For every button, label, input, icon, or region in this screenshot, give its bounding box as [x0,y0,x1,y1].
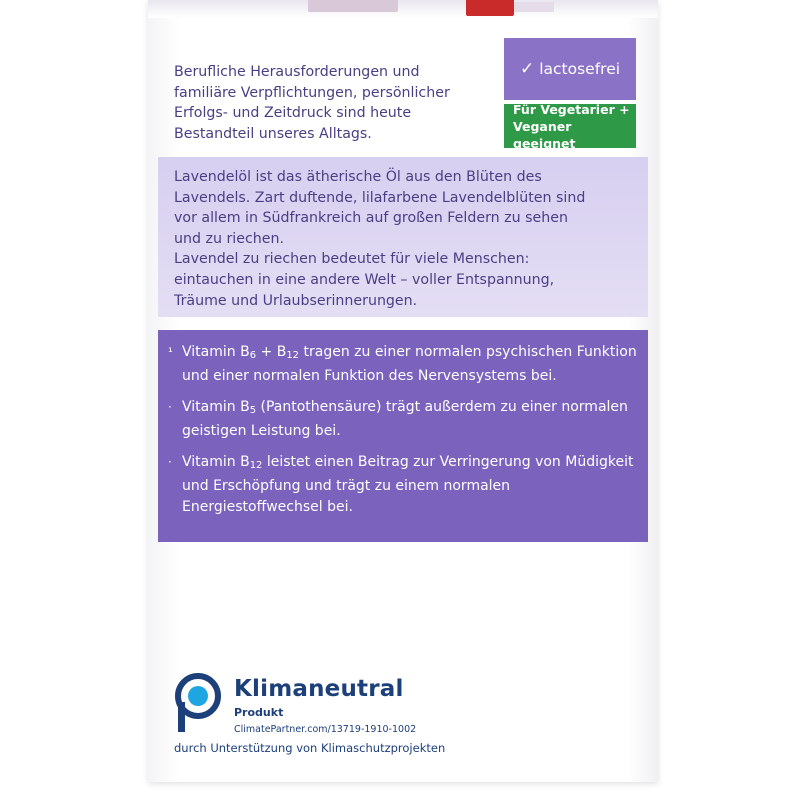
climate-partner-logo-icon [174,672,224,734]
top-edge-strip [148,0,658,18]
claim-subscript: 6 [249,350,257,361]
lavender-line: Lavendel zu riechen bedeutet für viele Menschen: [174,251,530,268]
intro-line: Berufliche Herausforderungen und [174,64,420,80]
top-print-mark [308,0,398,12]
footnote-marker: ¹ [168,345,173,359]
checkmark-icon: ✓ [519,59,535,79]
lavender-line: und zu riechen. [174,230,284,247]
claim-prefix: Vitamin B [182,344,250,360]
claim-prefix: Vitamin B [182,453,250,470]
climate-neutral-block [174,668,504,768]
claim-text [182,397,638,443]
claim-prefix: Vitamin B [182,398,250,415]
top-red-label [466,0,514,16]
lactosefree-badge [504,38,636,100]
claim-rest: leistet einen Beitrag zur Verringerung von Müdigkeit und Erschöpfung und trägt zu einem normalen Energiestoffwechsel bei. [182,453,634,516]
vegan-badge-line: Für Vegetarier + [513,101,630,117]
intro-line: familiäre Verpflichtungen, persönlicher [174,84,450,101]
climate-subtitle: Produkt [234,706,284,719]
intro-text [174,62,474,144]
climate-title: Klimaneutral [234,676,404,702]
vegan-badge [504,101,636,151]
claim-subscript: 12 [249,459,263,471]
top-print-mark-2 [514,2,554,12]
intro-line: Erfolgs- und Zeitdruck sind heute [174,105,412,121]
lavender-line: eintauchen in eine andere Welt – voller Entspannung, [174,271,555,288]
claim-item [168,342,638,388]
claim-text [182,452,638,519]
claim-text [182,342,638,388]
claim-item [168,397,638,443]
claim-rest: tragen zu einer normalen psychischen Funktion und einer normalen Funktion des Nervensystems bei. [182,344,637,385]
claim-rest: (Pantothensäure) trägt außerdem zu einer normalen geistigen Leistung bei. [182,398,628,440]
lavender-line: vor allem in Südfrankreich auf großen Feldern zu sehen [174,210,568,227]
bullet-marker: · [168,454,172,469]
lactosefree-label: lactosefrei [539,60,621,78]
climate-footer: durch Unterstützung von Klimaschutzprojekten [174,741,446,755]
claim-mid: + B [256,344,287,360]
climate-url: ClimatePartner.com/13719-1910-1002 [234,724,417,735]
claim-item [168,452,638,519]
claim-subscript: 5 [249,404,257,416]
lavender-line: Träume und Urlaubserinnerungen. [174,292,418,309]
claim-subscript: 12 [286,350,300,361]
vitamin-claims-list [168,342,638,528]
bullet-marker: · [168,399,172,414]
lavender-line: Lavendels. Zart duftende, lilafarbene Lavendelblüten sind [174,189,586,206]
lavender-info-text [174,167,634,311]
vegan-badge-line: Veganer geeignet [513,118,576,151]
lavender-line: Lavendelöl ist das ätherische Öl aus den Blüten des [174,169,542,185]
package-back-panel [148,0,658,782]
intro-line: Bestandteil unseres Alltags. [174,125,372,142]
